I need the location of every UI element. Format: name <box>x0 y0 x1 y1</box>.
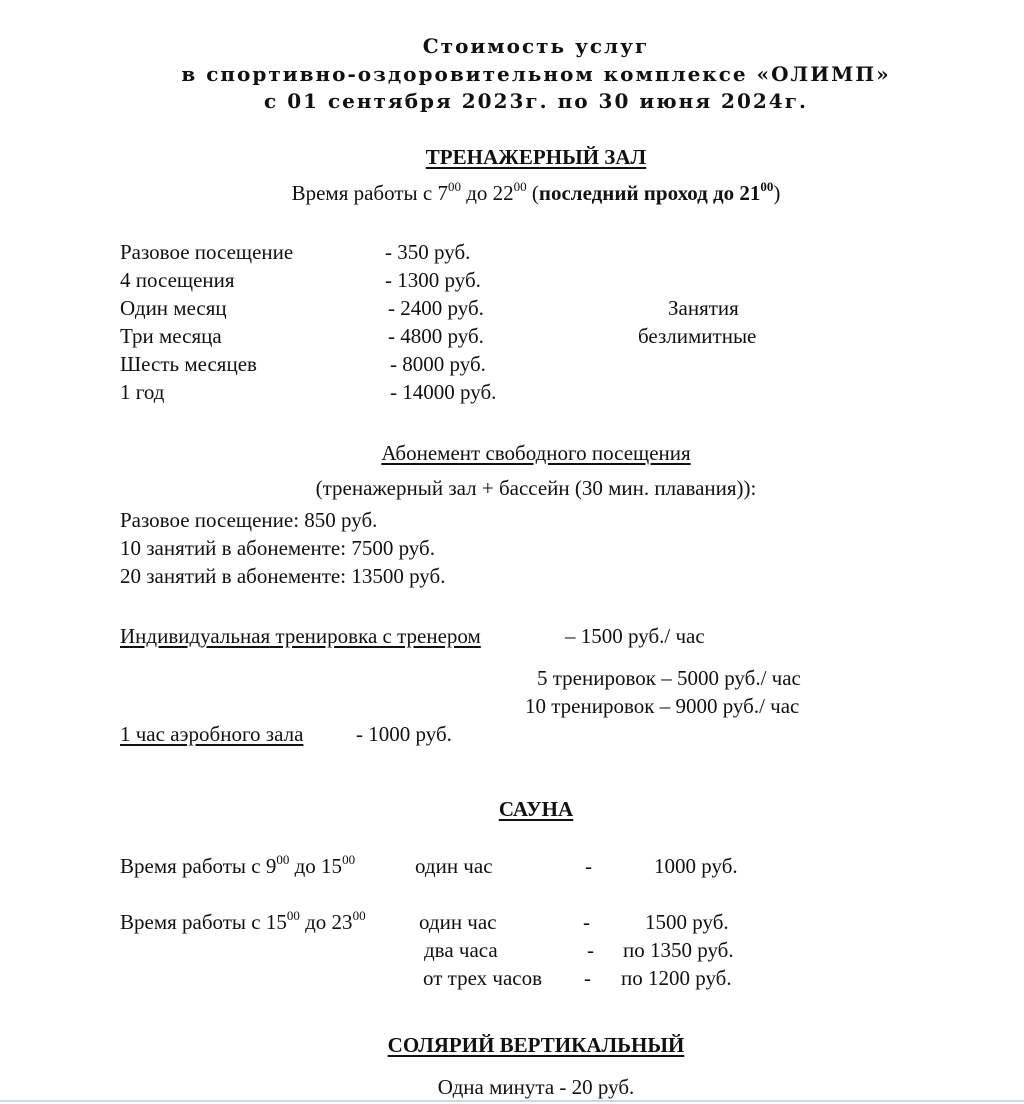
gym-price-name: Три месяца <box>120 324 222 348</box>
gym-price-value: - 8000 руб. <box>390 352 486 376</box>
free-pass-item: Разовое посещение: 850 руб. <box>120 508 378 532</box>
free-pass-heading: Абонемент свободного посещения <box>381 441 691 465</box>
sauna-day-dash: - <box>585 854 592 878</box>
free-pass-item: 10 занятий в абонементе: 7500 руб. <box>120 536 435 560</box>
gym-hours: Время работы с $7^{00}$ до $22^{00}$ (последний проход до $21^{00}$) <box>291 179 781 205</box>
sauna-evening-price: 1500 руб. <box>645 910 729 934</box>
free-pass-item: 20 занятий в абонементе: 13500 руб. <box>120 564 446 588</box>
gym-price-value: - 4800 руб. <box>388 324 484 348</box>
aerobic-label: 1 час аэробного зала <box>120 722 304 746</box>
doc-title-line1: Стоимость услуг <box>422 34 650 58</box>
sauna-day-price: 1000 руб. <box>654 854 738 878</box>
gym-price-name: 1 год <box>120 380 165 404</box>
sauna-hours-day: Время работы с $9^{00}$ до $15^{00}$ <box>120 852 356 878</box>
solarium-price: Одна минута - 20 руб. <box>437 1075 635 1099</box>
gym-price-name: Один месяц <box>120 296 227 320</box>
page-bottom-border <box>0 1100 1024 1102</box>
sauna-evening-price: по 1200 руб. <box>621 966 732 990</box>
aerobic-price: - 1000 руб. <box>356 722 452 746</box>
free-pass-subheading: (тренажерный зал + бассейн (30 мин. плавания)): <box>315 476 757 500</box>
doc-title-line2: в спортивно-оздоровительном комплексе «ОЛИМП» <box>181 62 891 86</box>
gym-price-name: Разовое посещение <box>120 240 294 264</box>
doc-title-line3: с 01 сентября 2023г. по 30 июня 2024г. <box>264 89 808 113</box>
sauna-evening-item: два часа <box>424 938 498 962</box>
trainer-pack-5: 5 тренировок – 5000 руб./ час <box>537 666 801 690</box>
sauna-evening-dash: - <box>587 938 594 962</box>
gym-price-value: - 14000 руб. <box>390 380 497 404</box>
solarium-heading: СОЛЯРИЙ ВЕРТИКАЛЬНЫЙ <box>387 1033 685 1057</box>
sauna-heading: САУНА <box>498 797 574 821</box>
sauna-evening-price: по 1350 руб. <box>623 938 734 962</box>
gym-price-name: Шесть месяцев <box>120 352 257 376</box>
sauna-evening-dash: - <box>583 910 590 934</box>
gym-note-line1: Занятия <box>668 296 739 320</box>
trainer-pack-10: 10 тренировок – 9000 руб./ час <box>525 694 800 718</box>
gym-price-name: 4 посещения <box>120 268 235 292</box>
sauna-evening-dash: - <box>584 966 591 990</box>
gym-price-value: - 1300 руб. <box>385 268 481 292</box>
trainer-price: – 1500 руб./ час <box>565 624 705 648</box>
gym-price-value: - 350 руб. <box>385 240 471 264</box>
sauna-day-item: один час <box>415 854 493 878</box>
gym-note-line2: безлимитные <box>638 324 757 348</box>
sauna-hours-evening: Время работы с $15^{00}$ до $23^{00}$ <box>120 908 366 934</box>
gym-heading: ТРЕНАЖЕРНЫЙ ЗАЛ <box>425 145 647 169</box>
gym-price-value: - 2400 руб. <box>388 296 484 320</box>
sauna-evening-item: от трех часов <box>423 966 542 990</box>
sauna-evening-item: один час <box>419 910 497 934</box>
trainer-label: Индивидуальная тренировка с тренером <box>120 624 481 648</box>
